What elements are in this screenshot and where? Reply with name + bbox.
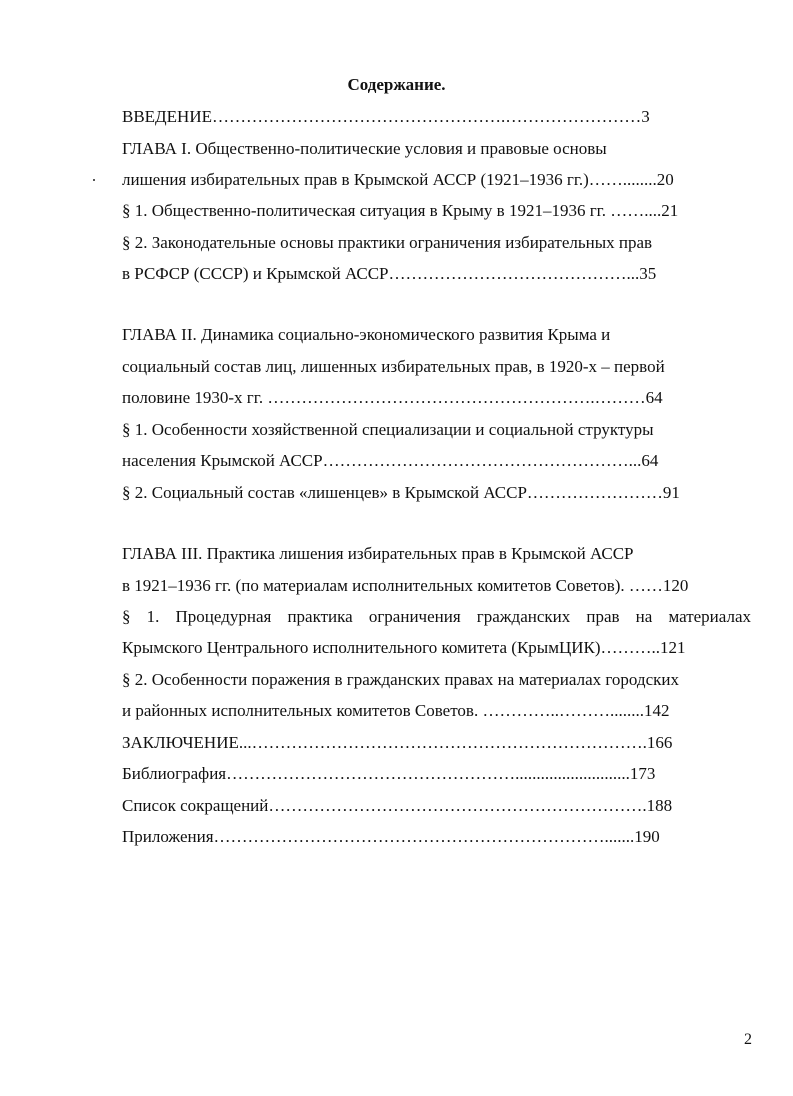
toc-line-intro: ВВЕДЕНИЕ…………………………………………….……………………3	[122, 107, 650, 126]
toc-line-ch1-section1: § 1. Общественно-политическая ситуация в Крыму в 1921–1936 гг. ……....21	[122, 201, 679, 220]
toc-line-ch1-section2: § 2. Законодательные основы практики ограничения избирательных прав	[122, 233, 653, 252]
toc-line-chapter3-cont: в 1921–1936 гг. (по материалам исполнительных комитетов Советов). ……120	[122, 576, 689, 595]
toc-line-chapter3: ГЛАВА III. Практика лишения избирательных прав в Крымской АССР	[122, 544, 634, 563]
toc-line-ch1-section2-cont: в РСФСР (СССР) и Крымской АССР……………………………………...35	[122, 264, 657, 283]
page-number: 2	[744, 1031, 752, 1048]
scan-speck	[93, 179, 95, 181]
toc-line-appendices: Приложения…………………………………………………………….......190	[122, 827, 660, 846]
toc-line-ch2-section1-cont: населения Крымской АССР………………………………………………...64	[122, 451, 659, 470]
toc-line-ch3-section2-cont: и районных исполнительных комитетов Советов. …………..………........142	[122, 701, 670, 720]
toc-line-chapter1-cont: лишения избирательных прав в Крымской АССР (1921–1936 гг.)……........20	[122, 170, 674, 189]
toc-line-ch2-section2: § 2. Социальный состав «лишенцев» в Крымской АССР……………………91	[122, 483, 680, 502]
toc-line-chapter2: ГЛАВА II. Динамика социально-экономического развития Крыма и	[122, 325, 611, 344]
toc-line-chapter2-cont2: половине 1930-х гг. ………………………………………………….………64	[122, 388, 663, 407]
toc-line-ch3-section2: § 2. Особенности поражения в гражданских правах на материалах городских	[122, 670, 679, 689]
toc-line-ch3-section1: § 1. Процедурная практика ограничения гражданских прав на материалах	[122, 607, 751, 626]
toc-line-ch3-section1-cont: Крымского Центрального исполнительного комитета (КрымЦИК)………..121	[122, 638, 686, 657]
toc-title: Содержание.	[347, 75, 446, 94]
toc-line-conclusion: ЗАКЛЮЧЕНИЕ...…………………………………………………………….166	[122, 733, 673, 752]
toc-line-abbreviations: Список сокращений………………………………………………………….188	[122, 796, 673, 815]
toc-line-ch2-section1: § 1. Особенности хозяйственной специализации и социальной структуры	[122, 420, 654, 439]
toc-line-bibliography: Библиография……………………………………………...........................173	[122, 764, 656, 783]
toc-line-chapter2-cont1: социальный состав лиц, лишенных избирательных прав, в 1920-х – первой	[122, 357, 665, 376]
toc-line-chapter1: ГЛАВА I. Общественно-политические условия и правовые основы	[122, 139, 607, 158]
